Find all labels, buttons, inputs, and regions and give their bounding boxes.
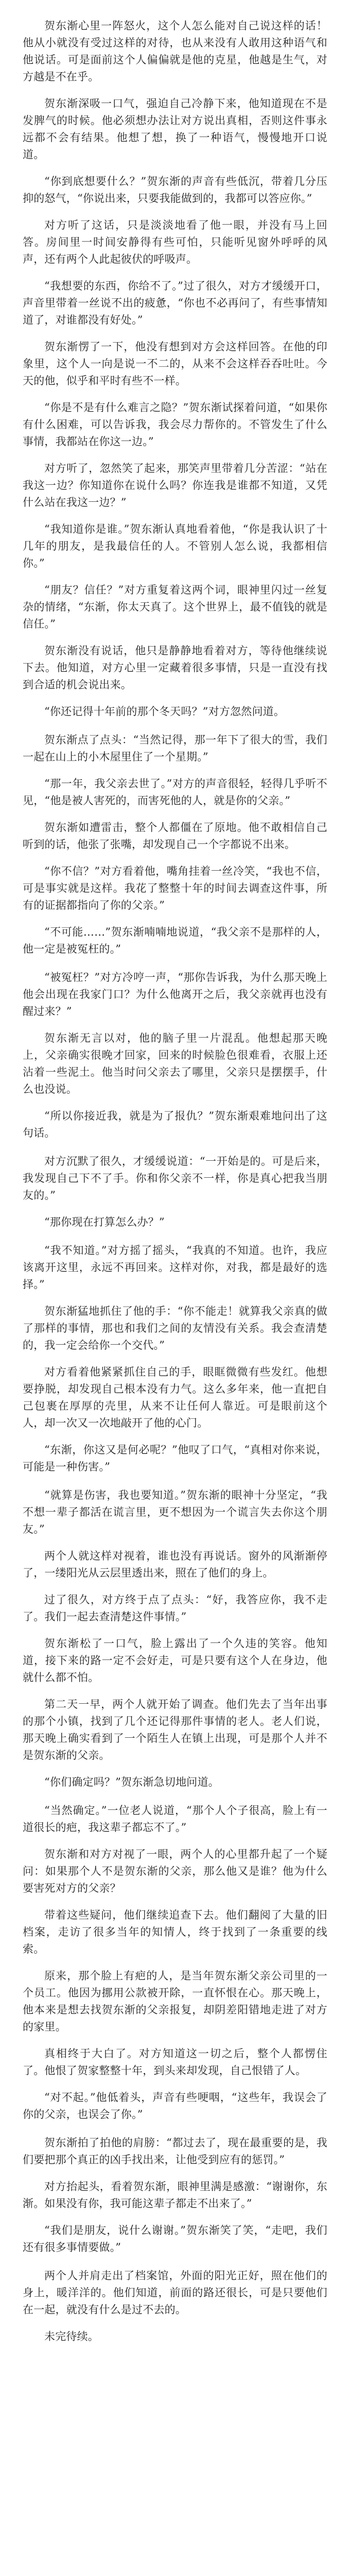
paragraph-end: 未完待续。 [44, 2330, 99, 2343]
paragraph-7: “你是不是有什么难言之隐？”贺东渐试探着问道，“如果你有什么困难，可以告诉我，我会尽力帮你的。不管发生了什么事情，我都站在你这一边。” [23, 401, 327, 448]
paragraph-31: 第二天一早，两个人就开始了调查。他们先去了当年出事的那个小镇，找到了几个还记得那件事情的老人。老人们说，那天晚上确实看到了一个陌生人在镇上出现，可是那个人并不是贺东渐的父亲。 [23, 1698, 327, 1761]
paragraph-41: “我们是朋友，说什么谢谢。”贺东渐笑了笑，“走吧，我们还有很多事情要做。” [23, 2224, 327, 2253]
paragraph-14: “那一年，我父亲去世了。”对方的声音很轻，轻得几乎听不见，“他是被人害死的，而害死他的人，就是你的父亲。” [23, 777, 327, 807]
paragraph-6: 贺东渐愣了一下，他没有想到对方会这样回答。在他的印象里，这个人一向是说一不二的，从来不会这样吞吞吐吐。今天的他，似乎和平时有些不一样。 [23, 341, 327, 387]
paragraph-32: “你们确定吗？”贺东渐急切地问道。 [44, 1776, 219, 1788]
paragraph-19: 贺东渐无言以对，他的脑子里一片混乱。他想起那天晚上，父亲确实很晚才回家，回来的时候脸色很难看，衣服上还沾着一些泥土。他当时问父亲去了哪里，父亲只是摆摆手，什么也没说。 [23, 1032, 327, 1095]
paragraph-40: 对方抬起头，看着贺东渐，眼神里满是感激：“谢谢你，东渐。如果没有你，我可能这辈子都走不出来了。” [23, 2180, 327, 2210]
paragraph-17: “不可能……”贺东渐喃喃地说道，“我父亲不是那样的人，他一定是被冤枉的。” [23, 926, 327, 955]
paragraph-36: 原来，那个脸上有疤的人，是当年贺东渐父亲公司里的一个员工。他因为挪用公款被开除，一直怀恨在心。那天晚上，他本来是想去找贺东渐的父亲报复，却阴差阳错地走进了对方的家里。 [23, 1970, 327, 2033]
paragraph-27: “就算是伤害，我也要知道。”贺东渐的眼神十分坚定，“我不想一辈子都活在谎言里，更不想因为一个谎言失去你这个朋友。” [23, 1489, 327, 1535]
paragraph-42: 两个人并肩走出了档案馆，外面的阳光正好，照在他们的身上，暖洋洋的。他们知道，前面的路还很长，可是只要他们在一起，就没有什么是过不去的。 [23, 2269, 327, 2316]
paragraph-9: “我知道你是谁。”贺东渐认真地看着他，“你是我认识了十几年的朋友，是我最信任的人。不管别人怎么说，我都相信你。” [23, 523, 327, 569]
paragraph-33: “当然确定。”一位老人说道，“那个人个子很高，脸上有一道很长的疤，我这辈子都忘不了。” [23, 1804, 327, 1834]
paragraph-25: 对方看着他紧紧抓住自己的手，眼眶微微有些发红。他想要挣脱，却发现自己根本没有力气。这么多年来，他一直把自己包裹在厚厚的壳里，从来不让任何人靠近。可是眼前这个人，却一次又一次地敲开了他的心门。 [23, 1366, 327, 1429]
paragraph-38: “对不起。”他低着头，声音有些哽咽，“这些年，我误会了你的父亲，也误会了你。” [23, 2091, 327, 2121]
paragraph-5: “我想要的东西，你给不了。”过了很久，对方才缓缓开口，声音里带着一丝说不出的疲惫，“你也不必再问了，有些事情知道了，对谁都没有好处。” [23, 280, 327, 326]
paragraph-4: 对方听了这话，只是淡淡地看了他一眼，并没有马上回答。房间里一时间安静得有些可怕，只能听见窗外呼呼的风声，还有两个人此起彼伏的呼吸声。 [23, 219, 327, 265]
paragraph-24: 贺东渐猛地抓住了他的手：“你不能走！就算我父亲真的做了那样的事情，那也和我们之间的友情没有关系。我会查清楚的，我一定会给你一个交代。” [23, 1305, 327, 1351]
paragraph-1: 贺东渐心里一阵怒火，这个人怎么能对自己说这样的话！他从小就没有受过这样的对待，也从来没有人敢用这种语气和他说话。可是面前这个人偏偏就是他的克星，他越是生气，对方越是不在乎。 [23, 20, 327, 83]
paragraph-11: 贺东渐没有说话，他只是静静地看着对方，等待他继续说下去。他知道，对方心里一定藏着很多事情，只是一直没有找到合适的机会说出来。 [23, 645, 327, 691]
paragraph-22: “那你现在打算怎么办？” [44, 1216, 165, 1228]
paragraph-15: 贺东渐如遭雷击，整个人都僵在了原地。他不敢相信自己听到的话，他张了张嘴，却发现自己一个字都说不出来。 [23, 821, 327, 851]
paragraph-34: 贺东渐和对方对视了一眼，两个人的心里都升起了一个疑问：如果那个人不是贺东渐的父亲，那么他又是谁？他为什么要害死对方的父亲？ [23, 1848, 327, 1894]
paragraph-35: 带着这些疑问，他们继续追查下去。他们翻阅了大量的旧档案，走访了很多当年的知情人，终于找到了一条重要的线索。 [23, 1909, 327, 1955]
paragraph-30: 贺东渐松了一口气，脸上露出了一个久违的笑容。他知道，接下来的路一定不会好走，可是只要有这个人在身边，他就什么都不怕。 [23, 1637, 327, 1684]
paragraph-18: “被冤枉？”对方冷哼一声，“那你告诉我，为什么那天晚上他会出现在我家门口？为什么他离开之后，我父亲就再也没有醒过来？” [23, 971, 327, 1018]
paragraph-29: 过了很久，对方终于点了点头：“好，我答应你，我不走了。我们一起去查清楚这件事情。” [23, 1594, 327, 1623]
paragraph-8: 对方听了，忽然笑了起来，那笑声里带着几分苦涩：“站在我这一边？你知道你在说什么吗？你连我是谁都不知道，又凭什么站在我这一边？” [23, 462, 327, 509]
paragraph-26: “东渐，你这又是何必呢？”他叹了口气，“真相对你来说，可能是一种伤害。” [23, 1444, 327, 1473]
paragraph-12: “你还记得十年前的那个冬天吗？”对方忽然问道。 [44, 705, 285, 718]
paragraph-28: 两个人就这样对视着，谁也没有再说话。窗外的风渐渐停了，一缕阳光从云层里透出来，照在了他们的身上。 [23, 1550, 327, 1579]
paragraph-39: 贺东渐拍了拍他的肩膀：“都过去了，现在最重要的是，我们要把那个真正的凶手找出来，让他受到应有的惩罚。” [23, 2137, 327, 2166]
paragraph-21: 对方沉默了很久，才缓缓说道：“一开始是的。可是后来，我发现自己下不了手。你和你父亲不一样，你是真心把我当朋友的。” [23, 1155, 327, 1201]
paragraph-37: 真相终于大白了。对方知道这一切之后，整个人都愣住了。他恨了贺家整整十年，到头来却发现，自己恨错了人。 [23, 2047, 327, 2077]
paragraph-20: “所以你接近我，就是为了报仇？”贺东渐艰难地问出了这句话。 [23, 1110, 327, 1139]
paragraph-10: “朋友？信任？”对方重复着这两个词，眼神里闪过一丝复杂的情绪，“东渐，你太天真了。这个世界上，最不值钱的就是信任。” [23, 584, 327, 630]
paragraph-3: “你到底想要什么？”贺东渐的声音有些低沉，带着几分压抑的怒气，“你说出来，只要我能做到的，我都可以答应你。” [23, 175, 327, 205]
paragraph-2: 贺东渐深吸一口气，强迫自己冷静下来，他知道现在不是发脾气的时候。他必须想办法让对方说出真相，否则这件事永远都不会有结果。他想了想，换了一种语气，慢慢地开口说道。 [23, 97, 327, 161]
paragraph-23: “我不知道。”对方摇了摇头，“我真的不知道。也许，我应该离开这里，永远不再回来。这样对你，对我，都是最好的选择。” [23, 1244, 327, 1291]
paragraph-16: “你不信？”对方看着他，嘴角挂着一丝冷笑，“我也不信，可是事实就是这样。我花了整整十年的时间去调查这件事，所有的证据都指向了你的父亲。” [23, 865, 327, 911]
paragraph-13: 贺东渐点了点头：“当然记得，那一年下了很大的雪，我们一起在山上的小木屋里住了一个星期。” [23, 734, 327, 763]
